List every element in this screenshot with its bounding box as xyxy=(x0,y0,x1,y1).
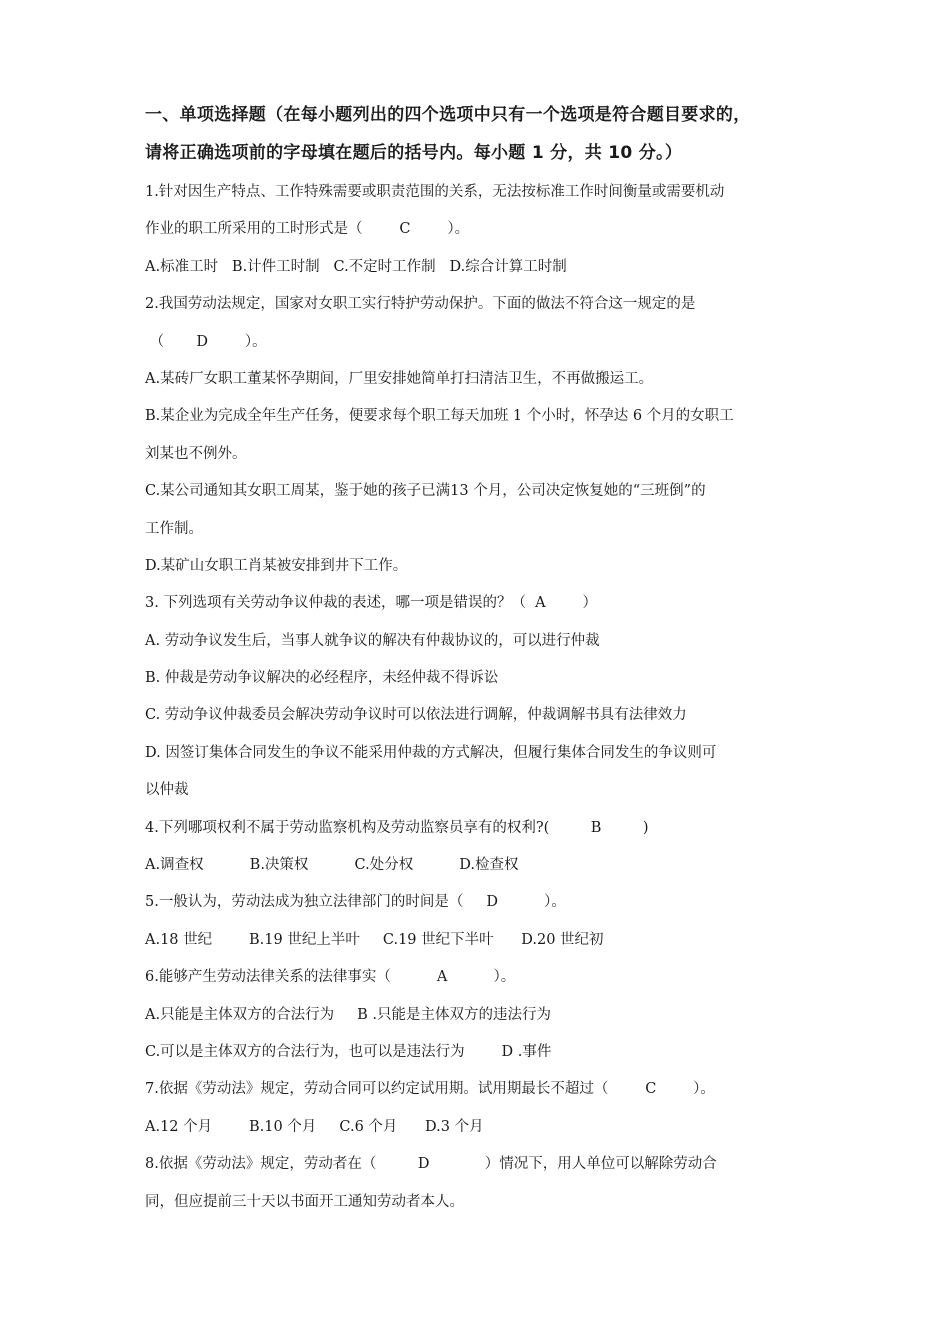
question-7: 7.依据《劳动法》规定，劳动合同可以约定试用期。试用期最长不超过（ C ）。 xyxy=(145,1081,715,1098)
question-3-option-b: B. 仲裁是劳动争议解决的必经程序，未经仲裁不得诉讼 xyxy=(145,670,499,687)
question-7-options: A.12 个月 B.10 个月 C.6 个月 D.3 个月 xyxy=(145,1118,484,1135)
question-1-line-2: 作业的职工所采用的工时形式是（ C ）。 xyxy=(145,221,470,238)
question-2-line-2: （ D ）。 xyxy=(145,333,267,350)
question-4-options: A.调查权 B.决策权 C.处分权 D.检查权 xyxy=(145,857,519,874)
question-2-option-b-line-1: B.某企业为完成全年生产任务，便要求每个职工每天加班 1 个小时，怀孕达 6 个月的女职工 xyxy=(145,408,734,425)
question-3-option-d-line-2: 以仲裁 xyxy=(145,782,189,799)
question-5-options: A.18 世纪 B.19 世纪上半叶 C.19 世纪下半叶 D.20 世纪初 xyxy=(145,931,604,948)
question-2-option-c-line-1: C.某公司通知其女职工周某，鉴于她的孩子已满13 个月，公司决定恢复她的“三班倒”的 xyxy=(145,483,706,500)
question-1-line-1: 1.针对因生产特点、工作特殊需要或职责范围的关系，无法按标准工作时间衡量或需要机动 xyxy=(145,184,725,200)
question-6-options-ab: A.只能是主体双方的合法行为 B .只能是主体双方的违法行为 xyxy=(145,1006,551,1023)
question-3-option-d-line-1: D. 因签订集体合同发生的争议不能采用仲裁的方式解决，但履行集体合同发生的争议则可 xyxy=(145,744,717,761)
section-heading-line-2: 请将正确选项前的字母填在题后的括号内。每小题 1 分，共 10 分。） xyxy=(145,143,683,163)
question-1-options: A.标准工时 B.计件工时制 C.不定时工作制 D.综合计算工时制 xyxy=(145,258,567,275)
question-4: 4.下列哪项权利不属于劳动监察机构及劳动监察员享有的权利?( B ) xyxy=(145,819,649,836)
question-list xyxy=(145,174,815,1221)
section-heading-line-1: 一、单项选择题（在每小题列出的四个选项中只有一个选项是符合题目要求的， xyxy=(145,105,751,125)
question-2-option-a: A.某砖厂女职工董某怀孕期间，厂里安排她简单打扫清洁卫生，不再做搬运工。 xyxy=(145,370,654,387)
question-6-options-cd: C.可以是主体双方的合法行为，也可以是违法行为 D .事件 xyxy=(145,1043,552,1060)
question-8-line-2: 同，但应提前三十天以书面开工通知劳动者本人。 xyxy=(145,1193,464,1210)
question-2-line-1: 2.我国劳动法规定，国家对女职工实行特护劳动保护。下面的做法不符合这一规定的是 xyxy=(145,296,696,313)
question-5: 5.一般认为，劳动法成为独立法律部门的时间是（ D ）。 xyxy=(145,894,566,911)
document-page xyxy=(145,96,815,1221)
question-2-option-c-line-2: 工作制。 xyxy=(145,520,203,537)
question-2-option-b-line-2: 刘某也不例外。 xyxy=(145,445,247,462)
question-8-line-1: 8.依据《劳动法》规定，劳动者在（ D ）情况下，用人单位可以解除劳动合 xyxy=(145,1156,717,1173)
question-3: 3. 下列选项有关劳动争议仲裁的表述，哪一项是错误的？（ A ） xyxy=(145,595,598,612)
question-6: 6.能够产生劳动法律关系的法律事实（ A ）。 xyxy=(145,969,516,986)
question-3-option-a: A. 劳动争议发生后，当事人就争议的解决有仲裁协议的，可以进行仲裁 xyxy=(145,632,600,649)
question-2-option-d: D.某矿山女职工肖某被安排到井下工作。 xyxy=(145,557,408,574)
question-3-option-c: C. 劳动争议仲裁委员会解决劳动争议时可以依法进行调解，仲裁调解书具有法律效力 xyxy=(145,707,687,724)
